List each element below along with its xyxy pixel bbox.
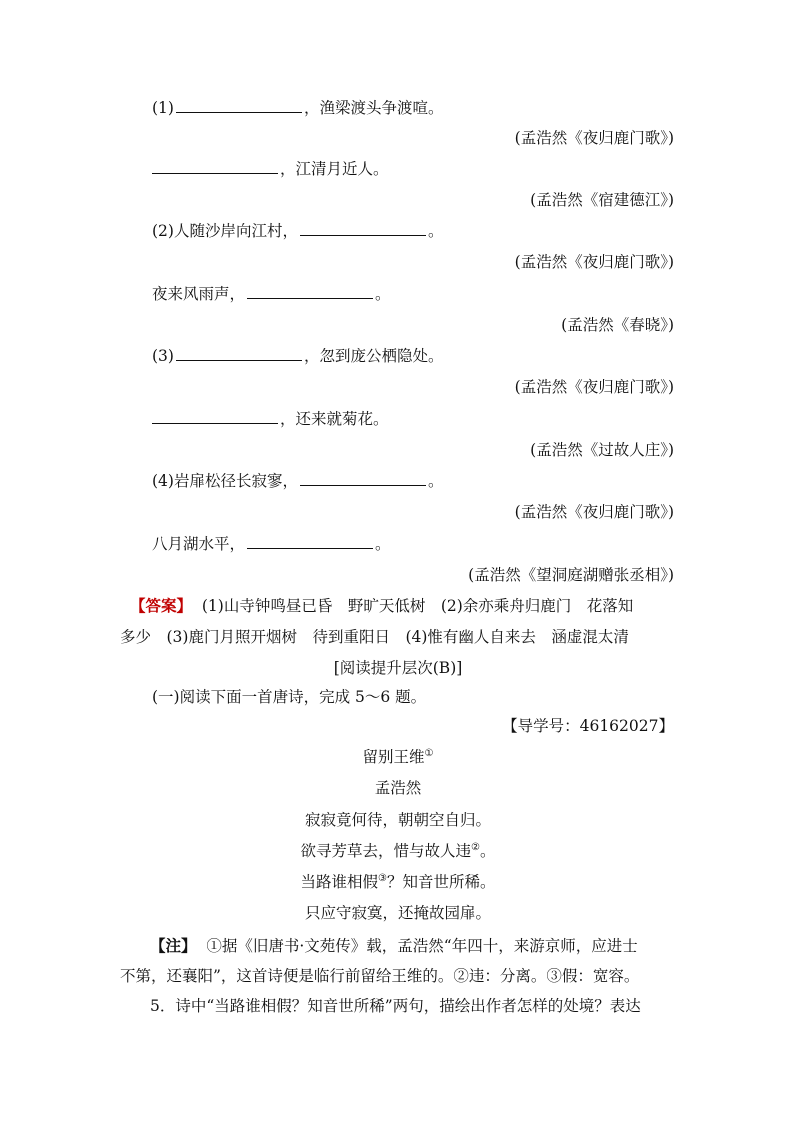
question-5: 5．诗中“当路谁相假？知音世所稀”两句，描绘出作者怎样的处境？表达 [150, 997, 641, 1015]
question-2-line-b: 夜来风雨声， 。 [152, 285, 391, 303]
footnote-marker: ③ [378, 872, 387, 884]
guide-number: 【导学号：46162027】 [502, 717, 674, 735]
poem-line-1: 寂寂竟何待，朝朝空自归。 [304, 811, 491, 829]
item-number: (1) [152, 99, 174, 117]
source-citation: (孟浩然《宿建德江》) [530, 191, 674, 209]
source-citation: (孟浩然《夜归鹿门歌》) [514, 129, 674, 147]
question-1-line-a: (1) ，渔梁渡头争渡喧。 [152, 99, 444, 117]
footnote-marker: ② [471, 841, 480, 853]
fill-blank[interactable] [152, 409, 278, 424]
fill-blank[interactable] [176, 98, 302, 113]
source-citation: (孟浩然《夜归鹿门歌》) [514, 503, 674, 521]
poem-line-3: 当路谁相假③？知音世所稀。 [300, 872, 496, 891]
source-citation: (孟浩然《望洞庭湖赠张丞相》) [468, 566, 674, 584]
fill-blank[interactable] [300, 471, 426, 486]
footnote-marker: ① [424, 747, 434, 759]
question-4-line-a: (4)岩扉松径长寂寥， 。 [152, 472, 444, 490]
note-line-1: 【注】 ①据《旧唐书·文苑传》载，孟浩然“年四十，来游京师，应进士 [150, 936, 638, 955]
question-3-line-a: (3) ，忽到庞公栖隐处。 [152, 347, 444, 365]
item-number: (3) [152, 347, 174, 365]
item-number: (2) [152, 222, 174, 240]
answer-line-2: 多少 (3)鹿门月照开烟树 待到重阳日 (4)惟有幽人自来去 涵虚混太清 [120, 628, 629, 646]
note-tag: 【注】 [150, 936, 197, 955]
answer-line-1: 【答案】 (1)山寺钟鸣昼已昏 野旷天低树 (2)余亦乘舟归鹿门 花落知 [130, 596, 634, 615]
note-line-2: 不第，还襄阳”，这首诗便是临行前留给王维的。②违：分离。③假：宽容。 [120, 967, 640, 985]
question-1-line-b: ，江清月近人。 [152, 159, 674, 179]
source-citation: (孟浩然《夜归鹿门歌》) [514, 378, 674, 396]
fill-blank[interactable] [300, 221, 426, 236]
source-citation: (孟浩然《夜归鹿门歌》) [514, 253, 674, 271]
fill-blank[interactable] [247, 534, 373, 549]
item-number: (4) [152, 472, 174, 490]
poem-line-2: 欲寻芳草去，惜与故人违②。 [300, 841, 496, 860]
question-3-line-b: ，还来就菊花。 [152, 409, 674, 429]
reading-intro: (一)阅读下面一首唐诗，完成 5～6 题。 [152, 688, 427, 706]
section-title: [阅读提升层次(B)] [333, 659, 463, 677]
source-citation: (孟浩然《春晓》) [561, 316, 674, 334]
poem-title: 留别王维① [362, 747, 434, 766]
fill-blank[interactable] [176, 346, 302, 361]
answer-tag: 【答案】 [130, 596, 193, 615]
source-citation: (孟浩然《过故人庄》) [530, 441, 674, 459]
fill-blank[interactable] [247, 284, 373, 299]
poem-author: 孟浩然 [374, 779, 422, 797]
poem-line-4: 只应守寂寞，还掩故园扉。 [304, 904, 491, 922]
question-4-line-b: 八月湖水平， 。 [152, 535, 391, 553]
fill-blank[interactable] [152, 159, 278, 174]
question-2-line-a: (2)人随沙岸向江村， 。 [152, 222, 444, 240]
